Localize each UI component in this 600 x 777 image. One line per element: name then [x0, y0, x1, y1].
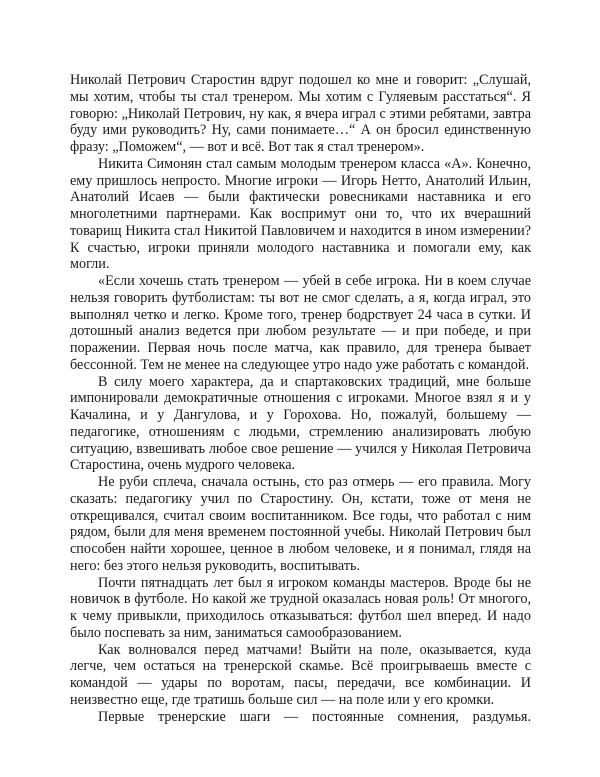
text-line: Анатолий Исаев — были фактически ровесниками наставника и его: [70, 189, 531, 206]
paragraph: [70, 72, 531, 156]
text-line: фразу: „Поможем“, — вот и всё. Вот так я стал тренером».: [70, 139, 425, 155]
text-line: поражении. Первая ночь после матча, как правило, для тренера бывает: [70, 340, 531, 356]
text-line: ему пришлось непросто. Многие игроки — Игорь Нетто, Анатолий Ильин,: [70, 172, 531, 189]
paragraph: [70, 709, 531, 726]
text-line: «Если хочешь стать тренером — убей в себе игрока. Ни в коем случае: [98, 273, 531, 289]
paragraph: [70, 642, 531, 709]
document-page: [70, 72, 531, 725]
text-line: педагогике, отношениям с людьми, стремлению анализировать любую: [70, 423, 531, 440]
text-line: способен найти хорошее, ценное в любом человеке, и я понимал, глядя на: [70, 541, 531, 557]
text-line: него: без этого нельзя руководить, воспитывать.: [70, 557, 361, 574]
text-line: буду ими руководить? Ну, сами понимаете…“ А он бросил единственную: [70, 122, 531, 139]
text-line: Почти пятнадцать лет был я игроком команды мастеров. Вроде бы не: [98, 574, 531, 591]
text-line: Качалина, и у Дангулова, и у Горохова. Но, пожалуй, большему —: [70, 407, 531, 423]
text-line: Первые тренерские шаги — постоянные сомнения, раздумья.: [98, 708, 531, 725]
text-line: импонировали демократичные отношения с игроками. Многое взял я и у: [70, 390, 531, 407]
text-line: легче, чем остаться на тренерской скамье. Всё проигрываешь вместе с: [70, 658, 531, 675]
paragraph: [70, 273, 531, 374]
text-line: Как волновался перед матчами! Выйти на поле, оказывается, куда: [98, 641, 531, 658]
text-line: К счастью, игроки приняли молодого наставника и помогали ему, как: [70, 239, 531, 256]
text-line: говорю: „Николай Петрович, ну как, я вчера играл с этими ребятами, завтра: [70, 105, 531, 122]
text-line: выполнял четко и легко. Кроме того, тренер бодрствует 24 часа в сутки. И: [70, 306, 531, 323]
text-line: новичок в футболе. Но какой же трудной оказалась новая роль! От многого,: [70, 591, 531, 608]
text-line: мы хотим, чтобы ты стал тренером. Мы хотим с Гуляевым расстаться“. Я: [70, 88, 531, 105]
text-line: неизвестно еще, где тратишь больше сил — на поле или у его кромки.: [70, 691, 495, 708]
text-line: Николай Петрович Старостин вдруг подошел ко мне и говорит: „Слушай,: [70, 72, 531, 88]
text-line: Старостина, очень мудрого человека.: [70, 457, 296, 474]
paragraph: [70, 474, 531, 575]
text-line: дотошный анализ ведется при любом результате — и при победе, и при: [70, 323, 531, 340]
text-line: Никита Симонян стал самым молодым тренером класса «А». Конечно,: [98, 155, 531, 172]
text-line: было поспевать за ним, заниматься самообразованием.: [70, 624, 402, 641]
text-line: нельзя говорить футболистам: ты вот не смог сделать, а я, когда играл, это: [70, 289, 531, 306]
text-line: открещивался, считал своим воспитанником. Все годы, что работал с ним: [70, 507, 531, 524]
text-line: к чему привыкли, приходилось отказываться: футбол шел вперед. И надо: [70, 608, 531, 624]
text-line: командой — удары по воротам, пасы, передачи, все комбинации. И: [70, 675, 531, 691]
text-line: бессонной. Тем не менее на следующее утро надо уже работать с командой.: [70, 356, 530, 373]
text-line: многолетними партнерами. Как воспримут они то, что их вчерашний: [70, 206, 531, 222]
text-line: товарищ Никита стал Никитой Павловичем и находится в ином измерении?: [70, 222, 531, 239]
text-line: сказать: педагогику учил по Старостину. Он, кстати, тоже от меня не: [70, 490, 531, 507]
paragraph: [70, 374, 531, 475]
paragraph: [70, 156, 531, 273]
text-line: Не руби сплеча, сначала остынь, сто раз отмерь — его правила. Могу: [98, 474, 531, 490]
text-line: могли.: [70, 256, 110, 273]
text-line: В силу моего характера, да и спартаковских традиций, мне больше: [98, 373, 531, 390]
text-line: ситуацию, взвешивать любое свое решение — учился у Николая Петровича: [70, 440, 531, 457]
paragraph: [70, 575, 531, 642]
text-line: рядом, были для меня временем постоянной учебы. Николай Петрович был: [70, 524, 531, 541]
